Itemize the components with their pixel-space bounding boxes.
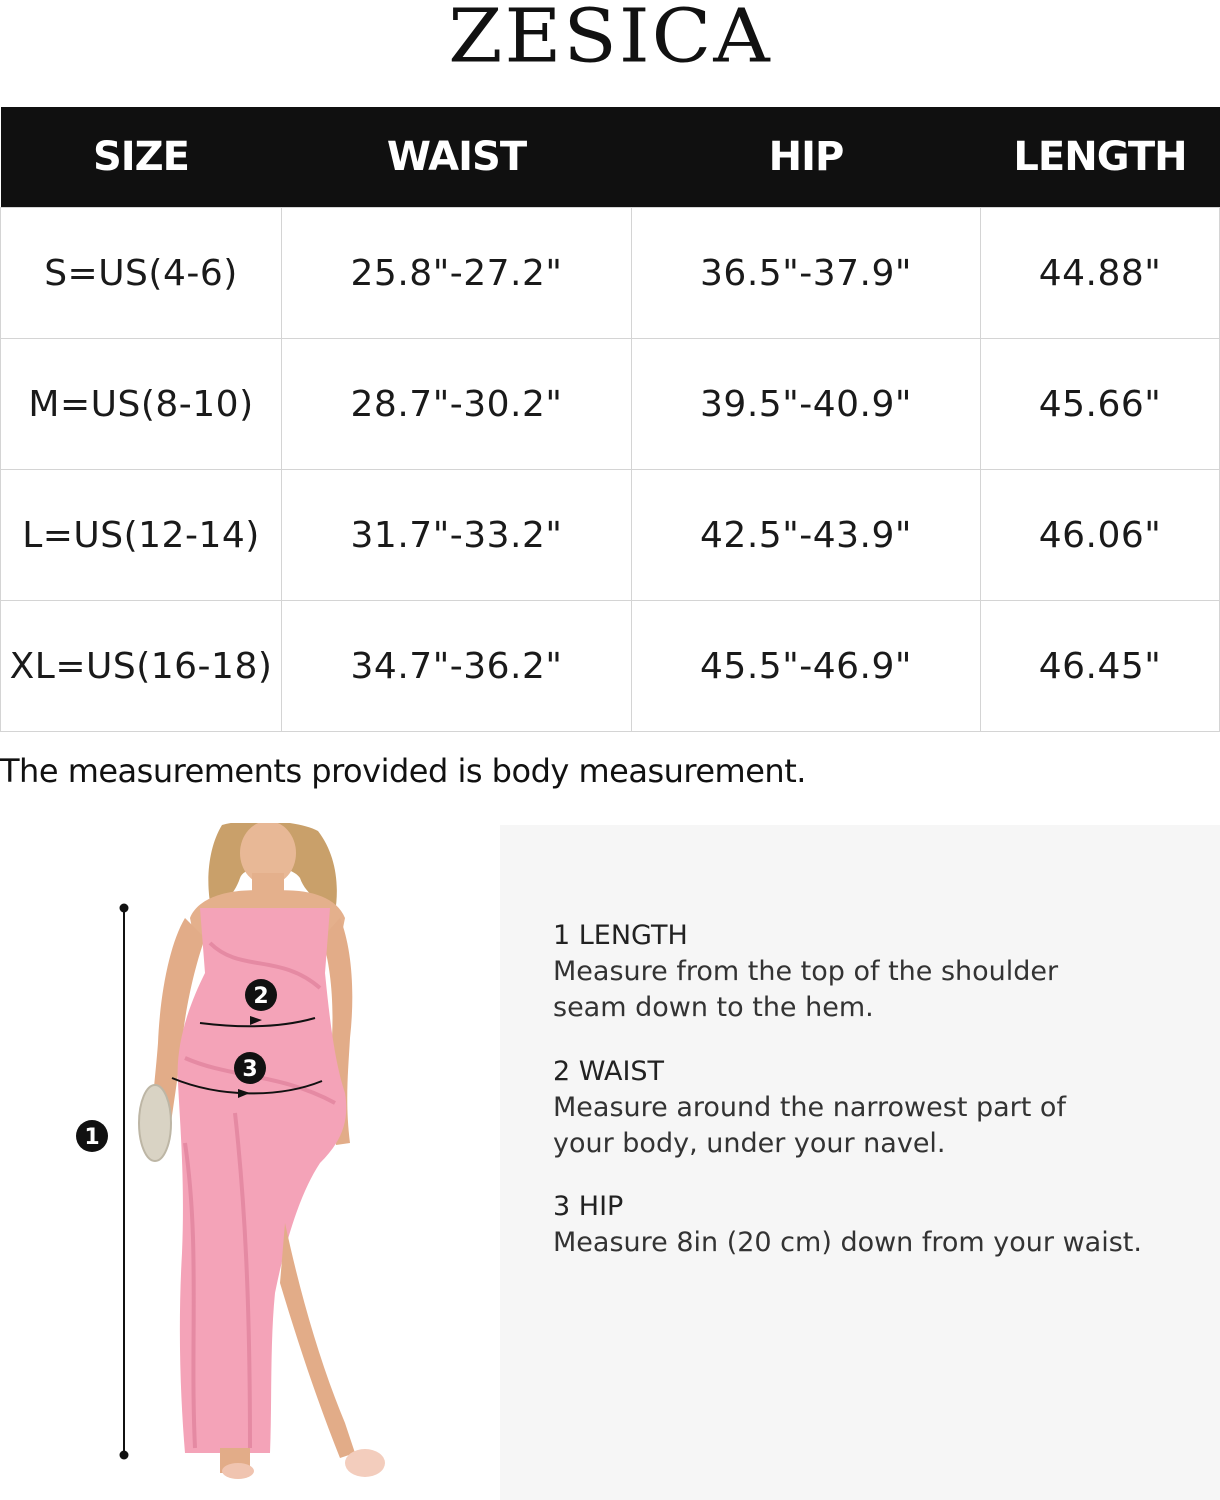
instruction-text: Measure from the top of the shoulder	[553, 956, 1059, 987]
instruction-text: your body, under your navel.	[553, 1128, 946, 1159]
cell-length: 45.66"	[981, 339, 1220, 470]
cell-size: L=US(12-14)	[1, 470, 282, 601]
header-length: LENGTH	[981, 107, 1220, 208]
instruction-hip	[553, 1189, 1142, 1261]
cell-waist: 28.7"-30.2"	[282, 339, 632, 470]
cell-length: 44.88"	[981, 208, 1220, 339]
table-row	[1, 601, 1220, 732]
cell-waist: 31.7"-33.2"	[282, 470, 632, 601]
table-row	[1, 470, 1220, 601]
instruction-waist	[553, 1054, 1066, 1162]
cell-length: 46.45"	[981, 601, 1220, 732]
instruction-length	[553, 918, 1058, 1026]
cell-hip: 42.5"-43.9"	[632, 470, 981, 601]
cell-size: XL=US(16-18)	[1, 601, 282, 732]
table-row	[1, 208, 1220, 339]
length-line-end	[120, 1451, 129, 1460]
instruction-text: Measure 8in (20 cm) down from your waist.	[553, 1227, 1142, 1258]
marker-3-label: 3	[242, 1057, 258, 1082]
instruction-text: Measure around the narrowest part of	[553, 1092, 1066, 1123]
brand-logo: ZESICA	[448, 0, 772, 80]
instruction-text: seam down to the hem.	[553, 992, 874, 1023]
header-size: SIZE	[1, 107, 282, 208]
instruction-title: 3 HIP	[553, 1191, 624, 1222]
instructions-panel	[500, 825, 1220, 1500]
instruction-title: 2 WAIST	[553, 1056, 665, 1087]
cell-hip: 45.5"-46.9"	[632, 601, 981, 732]
table-row	[1, 339, 1220, 470]
measurement-note: The measurements provided is body measurement.	[0, 752, 806, 790]
instruction-title: 1 LENGTH	[553, 920, 688, 951]
cell-waist: 25.8"-27.2"	[282, 208, 632, 339]
size-chart-table	[0, 107, 1220, 732]
cell-hip: 36.5"-37.9"	[632, 208, 981, 339]
model-figure	[0, 823, 500, 1500]
leg-shape	[280, 1223, 355, 1458]
shoe-shape	[222, 1463, 254, 1479]
marker-1-label: 1	[84, 1125, 100, 1150]
marker-2-label: 2	[253, 984, 269, 1009]
cell-length: 46.06"	[981, 470, 1220, 601]
shoe-shape	[345, 1449, 385, 1477]
cell-hip: 39.5"-40.9"	[632, 339, 981, 470]
clutch-shape	[139, 1085, 171, 1161]
cell-size: M=US(8-10)	[1, 339, 282, 470]
cell-waist: 34.7"-36.2"	[282, 601, 632, 732]
header-hip: HIP	[632, 107, 981, 208]
table-header-row	[1, 107, 1220, 208]
length-line-end	[120, 904, 129, 913]
header-waist: WAIST	[282, 107, 632, 208]
cell-size: S=US(4-6)	[1, 208, 282, 339]
